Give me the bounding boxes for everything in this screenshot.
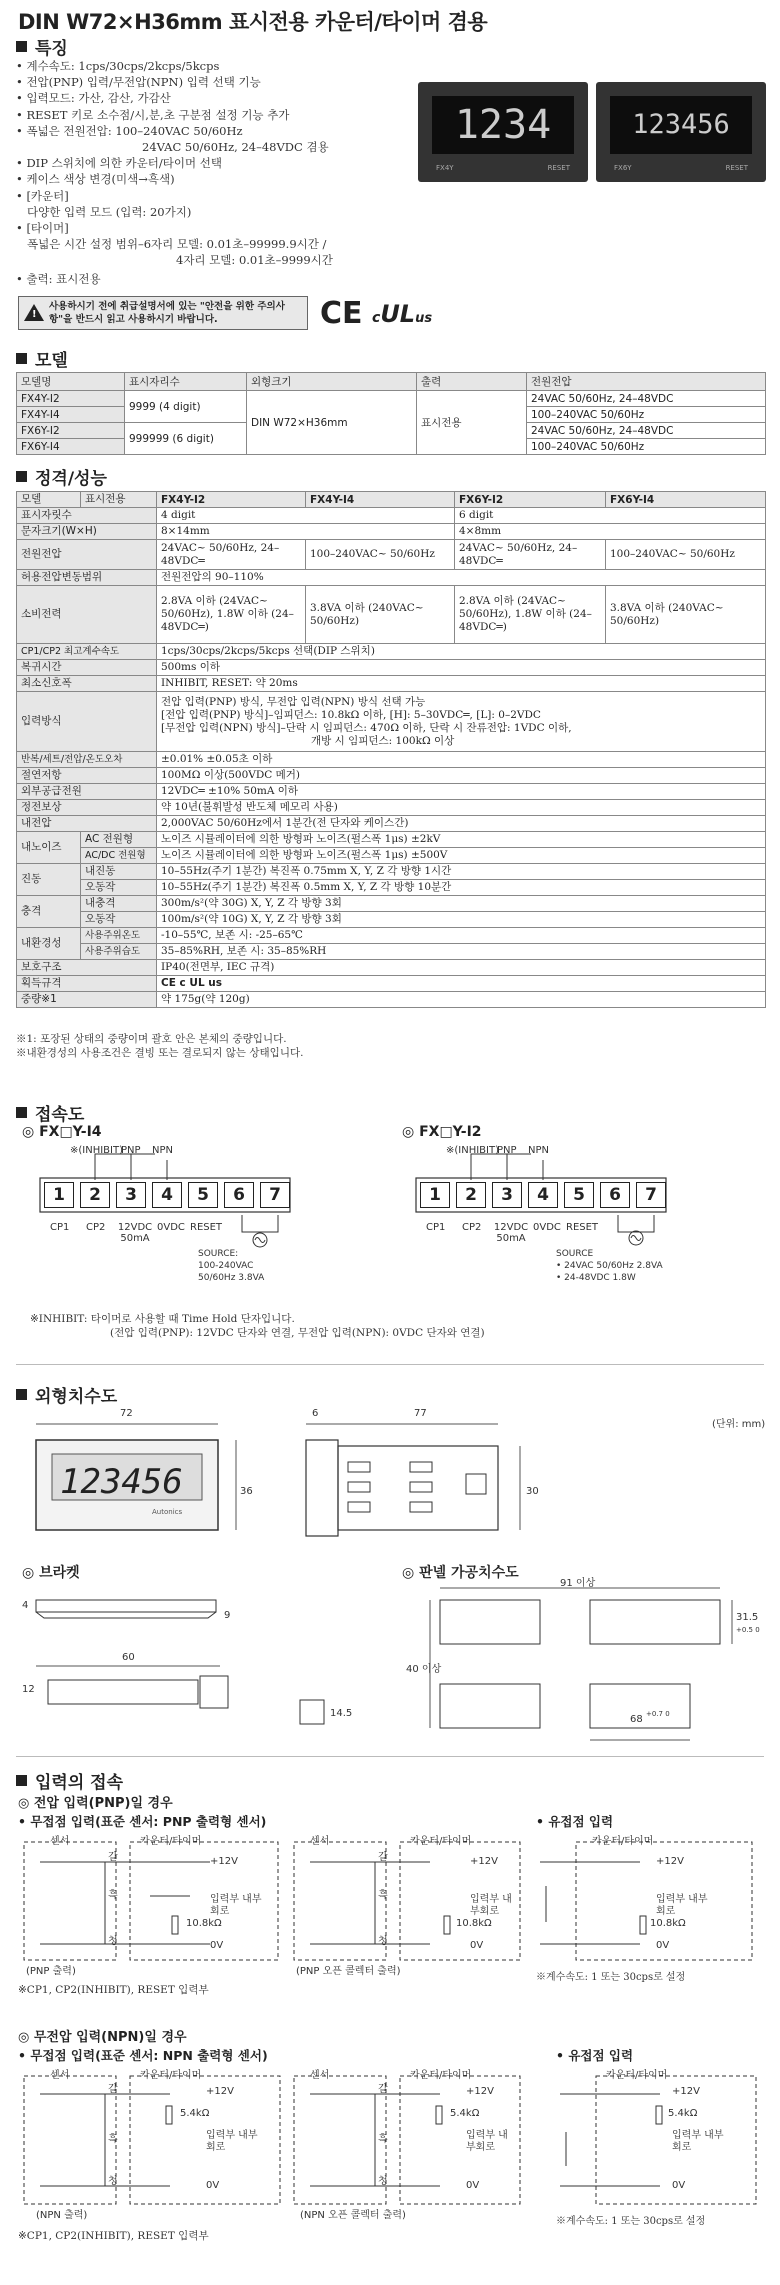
feature-item: • DIP 스위치에 의한 카운터/타이머 선택 <box>16 156 222 171</box>
table-row: AC/DC 전원형 노이즈 시뮬레이터에 의한 방형파 노이즈(펄스폭 1μs) ±500V <box>17 848 766 864</box>
npn-subtitle: • 무접점 입력(표준 센서: NPN 출력형 센서) <box>18 2048 268 2063</box>
feature-item: 폭넓은 시간 설정 범위–6자리 모델: 0.01초–99999.9시간 / <box>27 237 327 252</box>
device-display: 123456 <box>610 96 752 154</box>
feature-item: • 계수속도: 1cps/30cps/2kcps/5kcps <box>16 59 220 73</box>
divider <box>16 1364 764 1365</box>
pnp-subtitle: • 무접점 입력(표준 센서: PNP 출력형 센서) <box>18 1814 267 1829</box>
connection-diagram <box>0 1140 780 1300</box>
device-fx6y <box>596 82 766 182</box>
table-row: 내환경성 사용주위온도 -10–55℃, 보존 시: -25–65℃ <box>17 928 766 944</box>
feature-item: 다양한 입력 모드 (입력: 20가지) <box>27 204 192 219</box>
feature-item: • 전압(PNP) 입력/무전압(NPN) 입력 선택 기능 <box>16 75 261 90</box>
section-bullet-icon <box>16 1775 27 1786</box>
table-row: 소비전력 2.8VA 이하 (24VAC~ 50/60Hz), 1.8W 이하 (24–48VDC═) 3.8VA 이하 (240VAC~ 50/60Hz) 2.8VA 이하 (24VAC~ 50/60Hz), 1.8W 이하 (24–48VDC═) 3.8VA 이하 (240VAC~ 50/60Hz) <box>17 586 766 644</box>
npn-title: ◎ 무전압 입력(NPN)일 경우 <box>18 2030 187 2045</box>
terminal: 5 <box>564 1182 594 1208</box>
connection-note: ※INHIBIT: 타이머로 사용할 때 Time Hold 단자입니다. (전압 입력(PNP): 12VDC 단자와 연결, 무전압 입력(NPN): 0VDC 단자와 연결) <box>30 1313 485 1339</box>
section-specs: 정격/성능 <box>16 464 107 489</box>
warning-box: ! 사용하시기 전에 취급설명서에 있는 "안전을 위한 주의사항"을 반드시 읽고 사용하시기 바랍니다. <box>18 296 308 330</box>
terminal: 7 <box>260 1182 290 1208</box>
table-row: 오동작 100m/s²(약 10G) X, Y, Z 각 방향 3회 <box>17 912 766 928</box>
section-bullet-icon <box>16 1389 27 1400</box>
table-row: 진동 내진동 10–55Hz(주기 1분간) 복진폭 0.75mm X, Y, Z 각 방향 1시간 <box>17 864 766 880</box>
terminal: 5 <box>188 1182 218 1208</box>
source-right: SOURCE • 24VAC 50/60Hz 2.8VA • 24-48VDC 1.8W <box>556 1249 663 1283</box>
terminal: 7 <box>636 1182 666 1208</box>
table-row: FX4Y-I4 100–240VAC 50/60Hz <box>17 407 766 423</box>
section-connection: 접속도 <box>16 1100 84 1125</box>
panel-title: ◎ 판넬 가공치수도 <box>402 1565 519 1581</box>
table-row: FX6Y-I4 100–240VAC 50/60Hz <box>17 439 766 455</box>
terminal: 1 <box>44 1182 74 1208</box>
table-row: 허용전압변동범위 전원전압의 90–110% <box>17 570 766 586</box>
table-row: 오동작 10–55Hz(주기 1분간) 복진폭 0.5mm X, Y, Z 각 방향 10분간 <box>17 880 766 896</box>
page-title: DIN W72×H36mm 표시전용 카운터/타이머 겸용 <box>18 10 488 34</box>
brand-logo: Autonics <box>152 1508 183 1516</box>
front-display: 123456 <box>60 1462 183 1502</box>
spec-table <box>16 491 766 1008</box>
table-header-row: 모델명 표시자리수 외형크기 출력 전원전압 <box>17 373 766 391</box>
table-row: 내전압 2,000VAC 50/60Hz에서 1분간(전 단자와 케이스간) <box>17 816 766 832</box>
table-row: 획득규격 CE c UL us <box>17 976 766 992</box>
table-row: 최소신호폭 INHIBIT, RESET: 약 20ms <box>17 676 766 692</box>
ce-mark-icon: CE <box>320 296 363 331</box>
bracket-panel-diagram <box>0 1580 780 1750</box>
terminal: 4 <box>528 1182 558 1208</box>
table-row: 중량※1 약 175g(약 120g) <box>17 992 766 1008</box>
table-row: 문자크기(W×H) 8×14mm 4×8mm <box>17 524 766 540</box>
table-row: 사용주위습도 35–85%RH, 보존 시: 35–85%RH <box>17 944 766 960</box>
table-row: 보호구조 IP40(전면부, IEC 규격) <box>17 960 766 976</box>
section-bullet-icon <box>16 1107 27 1118</box>
terminal: 3 <box>116 1182 146 1208</box>
feature-item: 24VAC 50/60Hz, 24–48VDC 겸용 <box>142 140 329 155</box>
device-display: 1234 <box>432 96 574 154</box>
device-label: FX6Y <box>614 164 632 172</box>
connection-right-title: ◎ FX□Y-I2 <box>402 1124 482 1140</box>
table-row: 전원전압 24VAC~ 50/60Hz, 24–48VDC═ 100–240VAC~ 50/60Hz 24VAC~ 50/60Hz, 24–48VDC═ 100–240VAC~ 50/60Hz <box>17 540 766 570</box>
feature-item: 4자리 모델: 0.01초–9999시간 <box>176 253 333 268</box>
section-input: 입력의 접속 <box>16 1768 123 1793</box>
npn-contact-title: • 유접점 입력 <box>556 2048 634 2063</box>
table-row: 외부공급전원 12VDC═ ±10% 50mA 이하 <box>17 784 766 800</box>
terminals-left <box>44 1182 290 1208</box>
terminal: 1 <box>420 1182 450 1208</box>
section-dimensions: 외형치수도 <box>16 1382 117 1407</box>
table-row: 절연저항 100MΩ 이상(500VDC 메거) <box>17 768 766 784</box>
device-reset-label: RESET <box>725 164 748 172</box>
divider <box>16 1756 764 1757</box>
table-row: FX4Y-I2 9999 (4 digit) DIN W72×H36mm 표시전용 24VAC 50/60Hz, 24–48VDC <box>17 391 766 407</box>
table-row: 내노이즈 AC 전원형 노이즈 시뮬레이터에 의한 방형파 노이즈(펄스폭 1μs) ±2kV <box>17 832 766 848</box>
table-row: 복귀시간 500ms 이하 <box>17 660 766 676</box>
terminal: 2 <box>80 1182 110 1208</box>
table-row: 입력방식 전압 입력(PNP) 방식, 무전압 입력(NPN) 방식 선택 가능 [전압 입력(PNP) 방식]–임피던스: 10.8kΩ 이하, [H]: 5–30VDC═, [L]: 0–2VDC [무전압 입력(NPN) 방식]–단락 시 임피던스: 470Ω 이하, 단락 시 잔류전압: 1VDC 이하, 개방 시 임피던스: 100kΩ 이상 <box>17 692 766 752</box>
ul-mark-icon: cULus <box>372 300 433 328</box>
section-model: 모델 <box>16 346 68 371</box>
warning-icon: ! <box>24 304 44 321</box>
terminal: 6 <box>600 1182 630 1208</box>
features-list <box>16 58 416 287</box>
feature-item: • 폭넓은 전원전압: 100–240VAC 50/60Hz <box>16 123 243 138</box>
section-bullet-icon <box>16 471 27 482</box>
table-row: 반복/세트/전압/온도오차 ±0.01% ±0.05초 이하 <box>17 752 766 768</box>
device-label: FX4Y <box>436 164 454 172</box>
device-fx4y <box>418 82 588 182</box>
terminal: 2 <box>456 1182 486 1208</box>
pnp-title: ◎ 전압 입력(PNP)일 경우 <box>18 1796 173 1811</box>
table-row: 표시자릿수 4 digit 6 digit <box>17 508 766 524</box>
pnp-contact-title: • 유접점 입력 <box>536 1814 614 1829</box>
spec-notes: ※1: 포장된 상태의 중량이며 괄호 안은 본체의 중량입니다. ※내환경성의 사용조건은 결빙 또는 결로되지 않는 상태입니다. <box>16 1033 304 1059</box>
device-reset-label: RESET <box>547 164 570 172</box>
table-header-row: 모델 표시전용 FX4Y-I2 FX4Y-I4 FX6Y-I2 FX6Y-I4 <box>17 492 766 508</box>
bracket-title: ◎ 브라켓 <box>22 1565 80 1581</box>
model-table <box>16 372 766 455</box>
feature-item: • [카운터] <box>16 188 69 203</box>
section-features: 특징 <box>16 34 68 59</box>
terminal: 4 <box>152 1182 182 1208</box>
source-left: SOURCE: 100-240VAC 50/60Hz 3.8VA <box>198 1249 265 1283</box>
table-row: FX6Y-I2 999999 (6 digit) 24VAC 50/60Hz, 24–48VDC <box>17 423 766 439</box>
terminals-right <box>420 1182 666 1208</box>
table-row: CP1/CP2 최고계수속도 1cps/30cps/2kcps/5kcps 선택(DIP 스위치) <box>17 644 766 660</box>
table-row: 정전보상 약 10년(불휘발성 반도체 메모리 사용) <box>17 800 766 816</box>
table-row: 충격 내충격 300m/s²(약 30G) X, Y, Z 각 방향 3회 <box>17 896 766 912</box>
feature-item: • [타이머] <box>16 221 69 236</box>
connection-left-title: ◎ FX□Y-I4 <box>22 1124 102 1140</box>
feature-item: • 입력모드: 가산, 감산, 가감산 <box>16 91 171 106</box>
terminal: 6 <box>224 1182 254 1208</box>
section-bullet-icon <box>16 353 27 364</box>
feature-item: • 출력: 표시전용 <box>16 271 101 286</box>
feature-item: • RESET 키로 소수점/시,분,초 구분점 설정 기능 추가 <box>16 107 290 122</box>
section-bullet-icon <box>16 41 27 52</box>
terminal: 3 <box>492 1182 522 1208</box>
feature-item: • 케이스 색상 변경(미색→흑색) <box>16 172 175 187</box>
